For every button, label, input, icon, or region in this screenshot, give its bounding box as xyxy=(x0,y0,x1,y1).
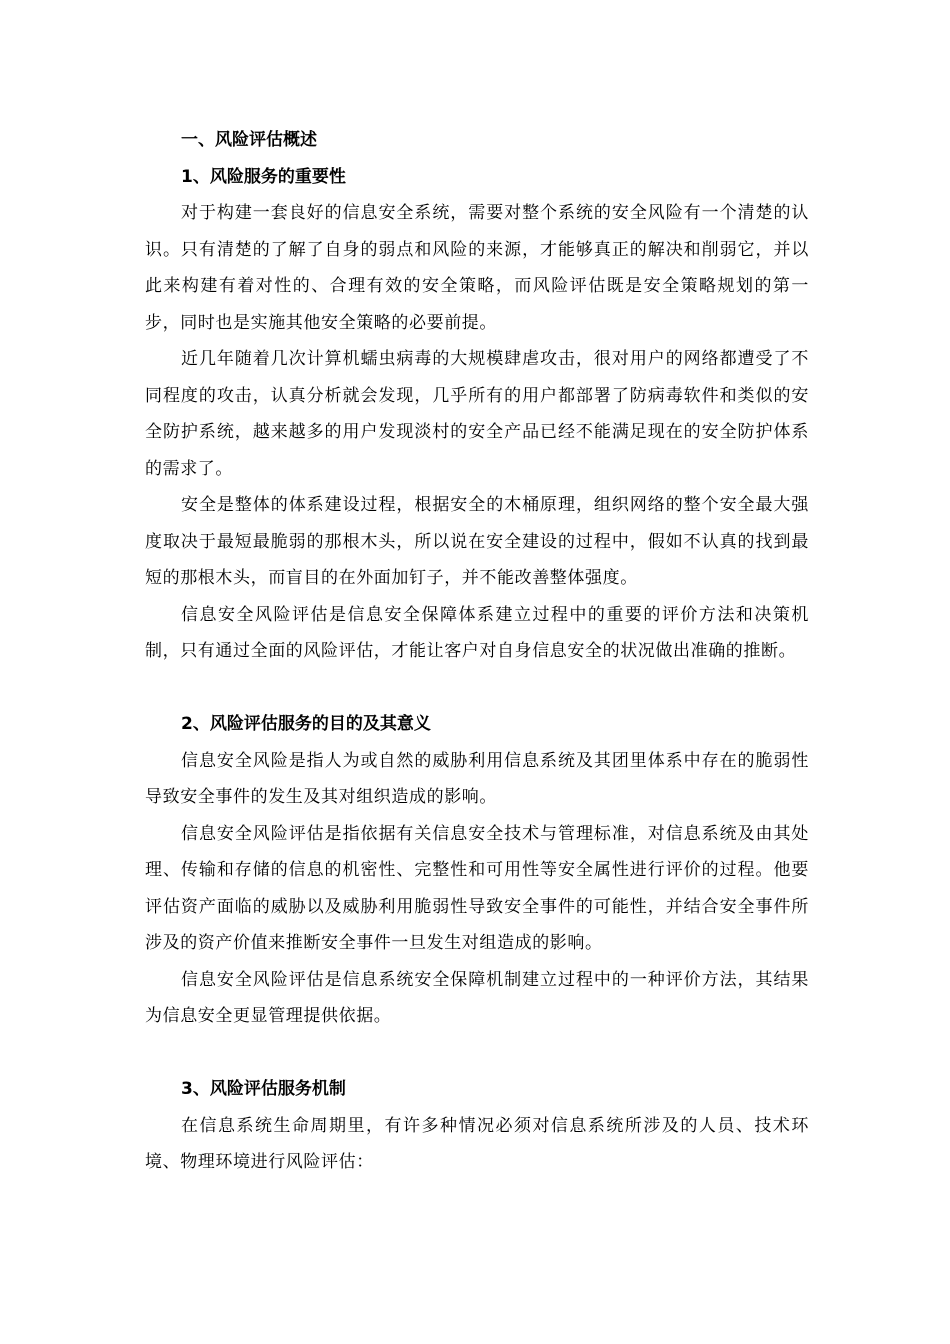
paragraph: 对于构建一套良好的信息安全系统，需要对整个系统的安全风险有一个清楚的认识。只有清楚的了解了自身的弱点和风险的来源，才能够真正的解决和削弱它，并以此来构建有着对性的、合理有效的安全策略，而风险评估既是安全策略规划的第一步，同时也是实施其他安全策略的必要前提。 xyxy=(145,203,809,333)
paragraph: 安全是整体的体系建设过程，根据安全的木桶原理，组织网络的整个安全最大强度取决于最短最脆弱的那根木头，所以说在安全建设的过程中，假如不认真的找到最短的那根木头，而盲目的在外面加钉子，并不能改善整体强度。 xyxy=(145,495,809,588)
paragraph: 近几年随着几次计算机蠕虫病毒的大规模肆虐攻击，很对用户的网络都遭受了不同程度的攻击，认真分析就会发现，几乎所有的用户都部署了防病毒软件和类似的安全防护系统，越来越多的用户发现淡村的安全产品已经不能满足现在的安全防护体系的需求了。 xyxy=(145,349,809,479)
section-heading: 1、风险服务的重要性 xyxy=(181,166,346,187)
document-title: 一、风险评估概述 xyxy=(181,130,317,150)
paragraph: 信息安全风险是指人为或自然的威胁利用信息系统及其团里体系中存在的脆弱性导致安全事件的发生及其对组织造成的影响。 xyxy=(145,750,809,807)
section-spacer xyxy=(145,670,809,707)
section-heading: 2、风险评估服务的目的及其意义 xyxy=(181,714,431,734)
section-spacer xyxy=(145,1035,809,1072)
section-heading: 3、风险评估服务机制 xyxy=(181,1079,346,1099)
document-body xyxy=(145,122,809,1181)
paragraph: 在信息系统生命周期里，有许多种情况必须对信息系统所涉及的人员、技术环境、物理环境进行风险评估： xyxy=(145,1115,809,1172)
paragraph: 信息安全风险评估是指依据有关信息安全技术与管理标准，对信息系统及由其处理、传输和存储的信息的机密性、完整性和可用性等安全属性进行评价的过程。他要评估资产面临的威胁以及威胁利用脆弱性导致安全事件的可能性，并结合安全事件所涉及的资产价值来推断安全事件一旦发生对组造成的影响。 xyxy=(145,823,809,953)
paragraph: 信息安全风险评估是信息系统安全保障机制建立过程中的一种评价方法，其结果为信息安全更显管理提供依据。 xyxy=(145,969,809,1026)
paragraph: 信息安全风险评估是信息安全保障体系建立过程中的重要的评价方法和决策机制，只有通过全面的风险评估，才能让客户对自身信息安全的状况做出准确的推断。 xyxy=(145,604,809,661)
